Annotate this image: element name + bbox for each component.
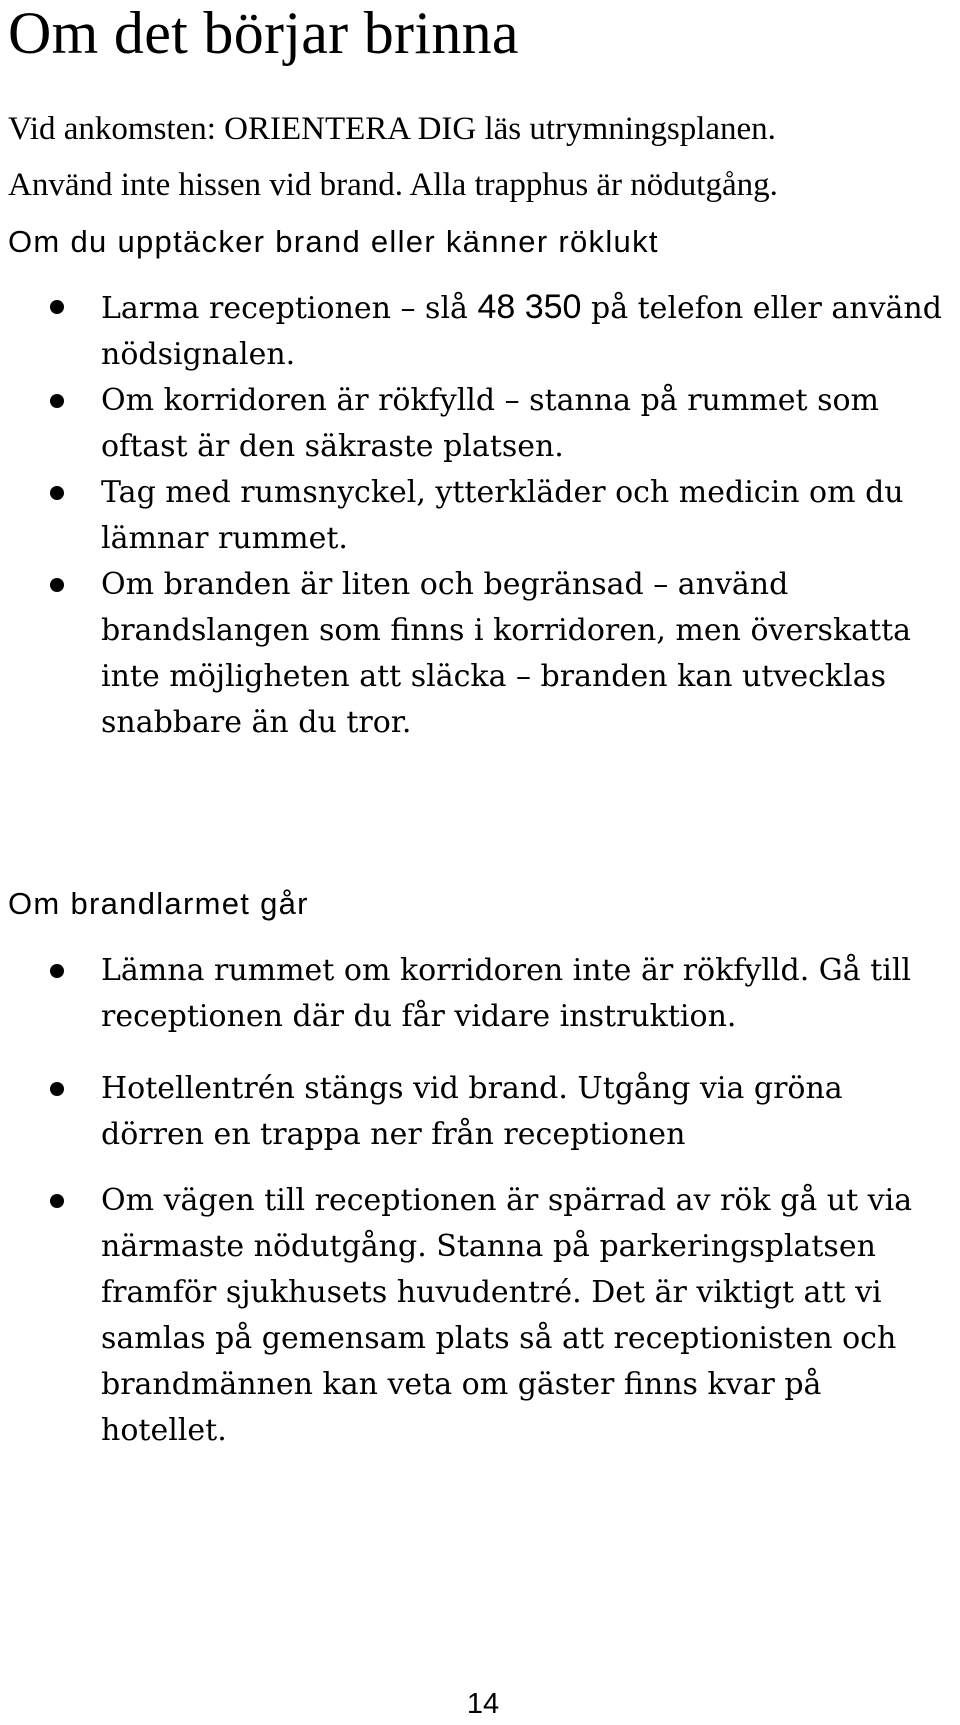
intro-line-2: Använd inte hissen vid brand. Alla trapphus är nödutgång. bbox=[8, 167, 778, 203]
bullet-icon bbox=[50, 1082, 64, 1096]
bullet-icon bbox=[50, 578, 64, 592]
list-item-text-end: på telefon eller använd nödsignalen. bbox=[101, 291, 942, 372]
section-heading-fire-alarm: Om brandlarmet går bbox=[8, 886, 309, 921]
list-item bbox=[0, 470, 960, 562]
fire-alarm-list bbox=[0, 948, 960, 1454]
list-item bbox=[0, 562, 960, 746]
intro-text bbox=[8, 101, 948, 213]
bullet-icon bbox=[50, 486, 64, 500]
bullet-icon bbox=[50, 964, 64, 978]
list-item-text: Tag med rumsnyckel, ytterkläder och medicin om du lämnar rummet. bbox=[101, 475, 904, 556]
list-item-text: Hotellentrén stängs vid brand. Utgång via gröna dörren en trappa ner från receptionen bbox=[101, 1071, 843, 1152]
list-item-text: Lämna rummet om korridoren inte är rökfylld. Gå till receptionen där du får vidare instruktion. bbox=[101, 953, 912, 1034]
page-number: 14 bbox=[466, 1688, 500, 1720]
bullet-icon bbox=[50, 1194, 64, 1208]
page-title: Om det börjar brinna bbox=[8, 0, 519, 66]
list-item bbox=[0, 378, 960, 470]
bullet-icon bbox=[50, 300, 64, 314]
list-item bbox=[0, 1178, 960, 1454]
list-item bbox=[0, 284, 960, 378]
phone-number: 48 350 bbox=[477, 288, 582, 326]
list-item bbox=[0, 948, 960, 1040]
list-item-text: Om korridoren är rökfylld – stanna på rummet som oftast är den säkraste platsen. bbox=[101, 383, 880, 464]
bullet-icon bbox=[50, 394, 64, 408]
section-heading-discover-fire: Om du upptäcker brand eller känner röklukt bbox=[8, 224, 659, 259]
list-item-text: Om branden är liten och begränsad – använd brandslangen som finns i korridoren, men överskatta inte möjligheten att släcka – branden kan utvecklas snabbare än du tror. bbox=[101, 567, 912, 740]
intro-line-1: Vid ankomsten: ORIENTERA DIG läs utrymningsplanen. bbox=[8, 111, 776, 147]
list-item-text: Om vägen till receptionen är spärrad av rök gå ut via närmaste nödutgång. Stanna på parkeringsplatsen framför sjukhusets huvudentré. Det är viktigt att vi samlas på gemensam plats så att receptionisten och brandmännen kan veta om gäster finns kvar på hotellet. bbox=[101, 1183, 913, 1448]
list-item bbox=[0, 1066, 960, 1158]
list-item-text-start: Larma receptionen – slå bbox=[101, 291, 478, 326]
discover-fire-list bbox=[0, 284, 960, 746]
